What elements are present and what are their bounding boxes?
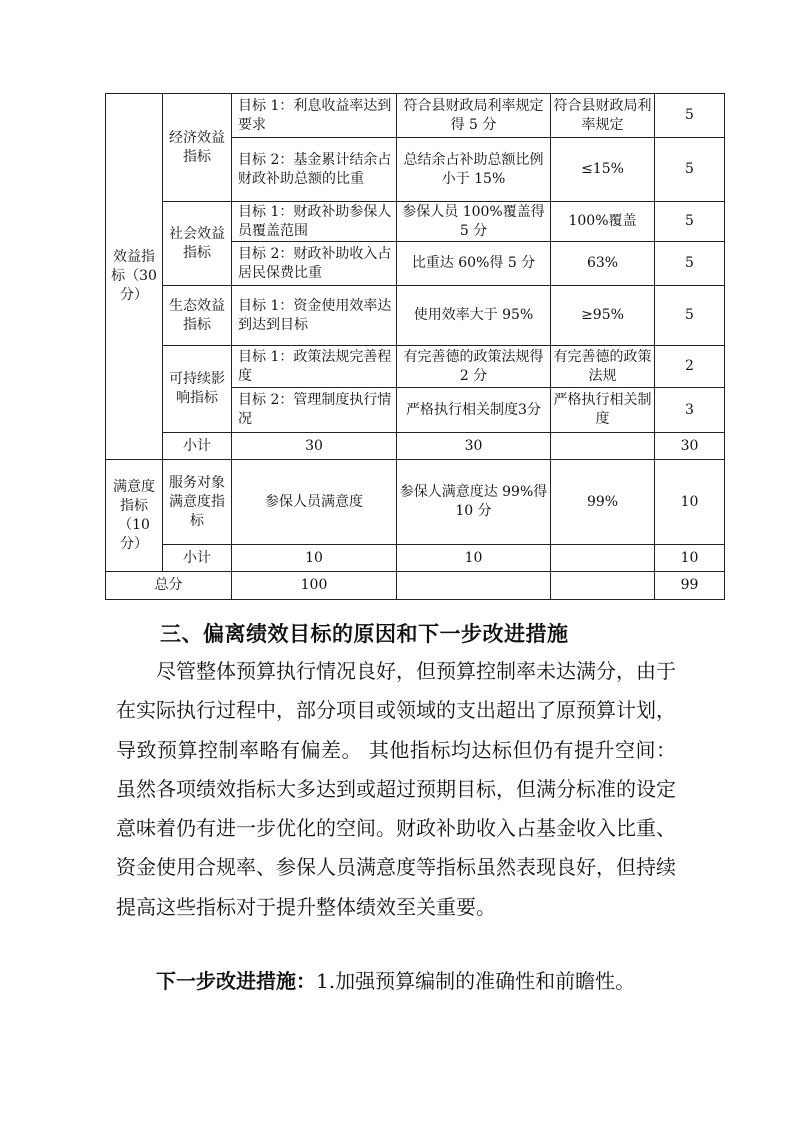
score-cell: 5 (655, 242, 725, 286)
standard-cell: 参保人满意度达 99%得 10 分 (397, 460, 551, 545)
subcategory-cell: 服务对象满意度指标 (163, 460, 232, 545)
table-row (106, 346, 725, 388)
subcategory-cell: 可持续影响指标 (163, 346, 232, 433)
target-cell: 目标 1：利息收益率达到要求 (232, 94, 397, 138)
subtotal-row (106, 545, 725, 572)
standard-cell: 使用效率大于 95% (397, 286, 551, 346)
total-row (106, 572, 725, 600)
score-cell: 5 (655, 138, 725, 202)
actual-cell: ≤15% (551, 138, 655, 202)
table-row (106, 286, 725, 346)
standard-cell: 有完善德的政策法规得 2 分 (397, 346, 551, 388)
subtotal-label: 小计 (163, 433, 232, 460)
next-steps-text: 1.加强预算编制的准确性和前瞻性。 (316, 969, 636, 993)
standard-cell: 严格执行相关制度3分 (397, 388, 551, 433)
actual-cell: 严格执行相关制度 (551, 388, 655, 433)
score-cell: 3 (655, 388, 725, 433)
target-cell: 参保人员满意度 (232, 460, 397, 545)
table-row (106, 460, 725, 545)
performance-table (105, 93, 725, 600)
next-steps-paragraph (116, 963, 696, 999)
actual-cell: 63% (551, 242, 655, 286)
target-cell: 目标 1：资金使用效率达到达到目标 (232, 286, 397, 346)
subtotal-actual (551, 433, 655, 460)
section-heading: 三、偏离绩效目标的原因和下一步改进措施 (160, 622, 569, 646)
subtotal-score: 30 (655, 433, 725, 460)
actual-cell: 符合县财政局利率规定 (551, 94, 655, 138)
total-score: 99 (655, 572, 725, 600)
subtotal-label: 小计 (163, 545, 232, 572)
subtotal-target: 30 (232, 433, 397, 460)
target-cell: 目标 2：基金累计结余占财政补助总额的比重 (232, 138, 397, 202)
actual-cell: 有完善德的政策法规 (551, 346, 655, 388)
target-cell: 目标 2：管理制度执行情况 (232, 388, 397, 433)
standard-cell: 符合县财政局利率规定得 5 分 (397, 94, 551, 138)
category-cell: 满意度指标（10分） (106, 460, 163, 572)
score-cell: 2 (655, 346, 725, 388)
next-steps-lead: 下一步改进措施： (156, 969, 316, 993)
total-label: 总分 (106, 572, 232, 600)
total-standard (397, 572, 551, 600)
actual-cell: 100%覆盖 (551, 202, 655, 242)
score-cell: 10 (655, 460, 725, 545)
body-paragraph: 尽管整体预算执行情况良好，但预算控制率未达满分，由于在实际执行过程中，部分项目或领域的支出超出了原预算计划，导致预算控制率略有偏差。 其他指标均达标但仍有提升空间： 虽然各项绩效指标大多达到或超过预期目标，但满分标准的设定意味着仍有进一步优化的空间。财政补助收入占基金收入比重、资金使用合规率、参保人员满意度等指标虽然表现良好，但持续提高这些指标对于提升整体绩效至关重要。 (116, 659, 676, 919)
subtotal-actual (551, 545, 655, 572)
score-cell: 5 (655, 286, 725, 346)
actual-cell: ≥95% (551, 286, 655, 346)
subtotal-target: 10 (232, 545, 397, 572)
score-cell: 5 (655, 94, 725, 138)
standard-cell: 参保人员 100%覆盖得 5 分 (397, 202, 551, 242)
standard-cell: 比重达 60%得 5 分 (397, 242, 551, 286)
target-cell: 目标 2：财政补助收入占居民保费比重 (232, 242, 397, 286)
subtotal-score: 10 (655, 545, 725, 572)
table-row (106, 94, 725, 138)
actual-cell: 99% (551, 460, 655, 545)
score-cell: 5 (655, 202, 725, 242)
subtotal-row (106, 433, 725, 460)
standard-cell: 总结余占补助总额比例小于 15% (397, 138, 551, 202)
total-actual (551, 572, 655, 600)
subtotal-standard: 30 (397, 433, 551, 460)
subcategory-cell: 社会效益指标 (163, 202, 232, 286)
subcategory-cell: 生态效益指标 (163, 286, 232, 346)
target-cell: 目标 1：财政补助参保人员覆盖范围 (232, 202, 397, 242)
target-cell: 目标 1：政策法规完善程度 (232, 346, 397, 388)
subtotal-standard: 10 (397, 545, 551, 572)
subcategory-cell: 经济效益指标 (163, 94, 232, 202)
category-cell: 效益指标（30分） (106, 94, 163, 460)
total-target: 100 (232, 572, 397, 600)
table-row (106, 202, 725, 242)
